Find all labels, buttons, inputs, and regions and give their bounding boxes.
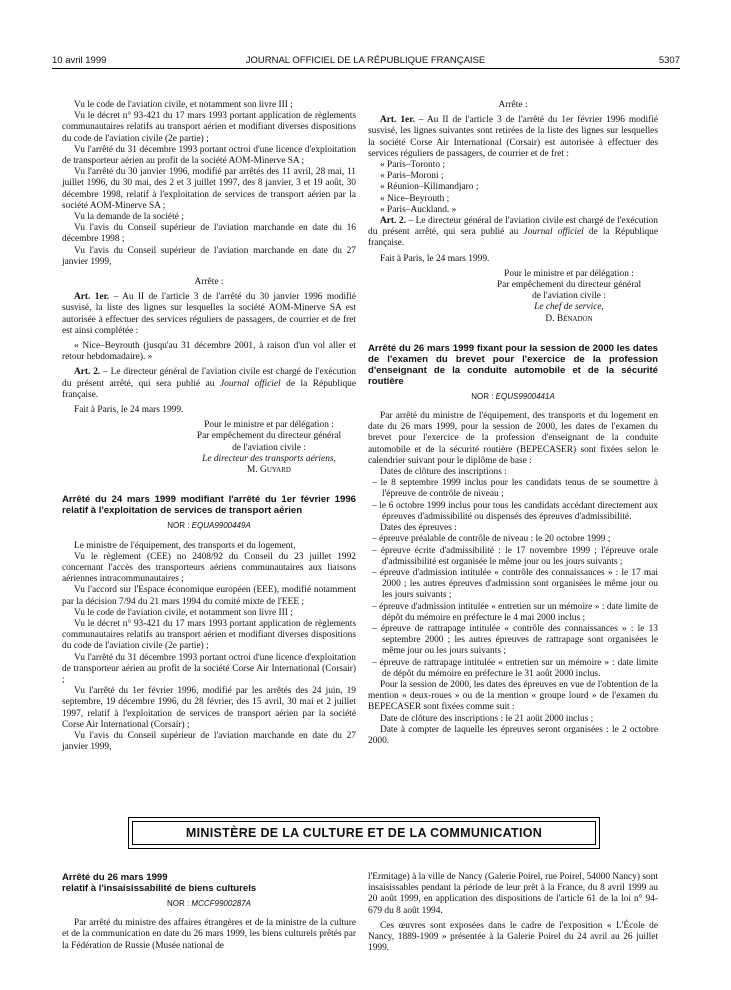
ministry-banner <box>128 817 600 849</box>
ministry-title: MINISTÈRE DE LA CULTURE ET DE LA COMMUNICATION <box>185 826 543 840</box>
route-item: « Paris–Auckland. » <box>380 204 457 215</box>
article-1: Art. 1er. – Au II de l'article 3 de l'arrêté du 30 janvier 1996 modifié susvisé, la liste des lignes sur lesquelles la société AOM-Minerve SA est autorisée à effectuer des services réguliers de passagers, de courrier et de fret est ainsi complétée : <box>62 292 356 336</box>
visa-paragraph: Vu l'arrêté du 1er février 1996, modifié par les arrêtés des 24 juin, 19 septembre, 19 décembre 1996, du 28 février, des 15 avril, 30 mai et 2 juillet 1997, relatif à l'exploitation de services de transport aérien par la société Corse Air International (Corsair) ; <box>62 686 356 730</box>
header-page-number: 5307 <box>658 55 680 66</box>
nor-reference: NOR : EQUA9900449A <box>167 521 251 531</box>
route-item: « Réunion–Kilimandjaro ; <box>380 182 479 193</box>
visa-paragraph: Vu l'arrêté du 30 janvier 1996, modifié par arrêtés des 11 avril, 28 mai, 11 juillet 1996, du 30 mai, des 2 et 3 juillet 1997, des 8 janvier, 3 et 19 août, 30 décembre 1998, relatif à l'exploitation de services de transport aérien par la société AOM-Minerve SA ; <box>62 167 356 211</box>
signature-date: Fait à Paris, le 24 mars 1999. <box>380 253 490 264</box>
visa-paragraph: Vu l'avis du Conseil supérieur de l'aviation marchande en date du 16 décembre 1998 ; <box>62 223 356 245</box>
list-item: – épreuve écrite d'admissibilité : le 17 novembre 1999 ; l'épreuve orale d'admissibilité est organisée le même jour ou les jours suivants ; <box>372 545 658 567</box>
list-item: – le 6 octobre 1999 inclus pour tous les candidats accédant directement aux épreuves d'admissibilité ou dispensés des épreuves d'admissibilité. <box>372 500 658 522</box>
visa-paragraph: Vu le code de l'aviation civile, et notamment son livre III ; <box>74 607 293 618</box>
visa-paragraph: Vu l'arrêté du 31 décembre 1993 portant octroi d'une licence d'exploitation de transporteur aérien au profit de la société Corse Air International (Corsair) ; <box>62 652 356 685</box>
minister-line: Le ministre de l'équipement, des transports et du logement, <box>74 540 296 551</box>
decree-title: Arrêté du 24 mars 1999 modifiant l'arrêté du 1er février 1996 relatif à l'exploitation de services de transport aérien <box>62 494 356 517</box>
body-paragraph: Date de clôture des inscriptions : le 21 août 2000 inclus ; <box>380 713 594 724</box>
article-label: Art. 1er. <box>74 292 110 303</box>
nor-reference: NOR : MCCF9900287A <box>166 899 252 908</box>
list-item: – épreuve d'admission intitulée « contrôle des connaissances » : le 17 mai 2000 ; les autres épreuves d'admission sont organisées le même jour ou les jours suivants ; <box>372 567 658 601</box>
visa-paragraph: Vu l'avis du Conseil supérieur de l'aviation marchande en date du 27 janvier 1999, <box>62 245 356 267</box>
body-paragraph: Date à compter de laquelle les épreuves seront organisées : le 2 octobre 2000. <box>368 724 658 746</box>
article-label: Art. 2. <box>74 367 101 378</box>
nor-reference: NOR : EQUS9900441A <box>471 391 555 401</box>
signature-block: Pour le ministre et par délégation : Par empêchement du directeur général de l'aviation civile : Le directeur des transports aériens, M. Guyard <box>196 420 342 476</box>
arrete-heading: Arrête : <box>498 100 528 110</box>
body-paragraph: Par arrêté du ministre de l'équipement, des transports et du logement en date du 26 mars 1999, pour la session de 2000, les dates de l'examen du brevet pour l'exercice de la profession d'enseignant de la conduite automobile et de la sécurité routière (BEPECASER) sont fixées selon le calendrier suivant pour le diplôme de base : <box>368 411 658 466</box>
list-item: – le 8 septembre 1999 inclus pour les candidats tenus de se soumettre à l'épreuve de contrôle de niveau ; <box>372 478 658 500</box>
header-date: 10 avril 1999 <box>52 55 107 66</box>
article-2: Art. 2. – Le directeur général de l'aviation civile est chargé de l'exécution du présent arrêté, qui sera publié au Journal officiel de la République française. <box>368 216 659 249</box>
visa-paragraph: Vu la demande de la société ; <box>74 212 184 223</box>
article-label: Art. 1er. <box>380 115 415 126</box>
visa-paragraph: Vu l'accord sur l'Espace économique européen (EEE), modifié notamment par la décision 7/94 du 21 mars 1994 du comité mixte de l'EEE ; <box>62 585 356 607</box>
visa-paragraph: Vu l'avis du Conseil supérieur de l'aviation marchande en date du 27 janvier 1999, <box>62 730 356 753</box>
body-paragraph: Par arrêté du ministre des affaires étrangères et de la ministre de la culture et de la communication en date du 26 mars 1999, les biens culturels prêtés par la Fédération de Russie (Musée national de <box>62 918 356 951</box>
right-column <box>368 100 658 747</box>
bottom-left-column <box>62 872 356 952</box>
visa-paragraph: Vu le code de l'aviation civile, et notamment son livre III ; <box>74 100 293 110</box>
body-paragraph: Pour la session de 2000, les dates des épreuves en vue de l'obtention de la mention « deux-roues » ou de la mention « groupe lourd » de l'examen du BEPECASER sont fixées comme suit : <box>368 679 658 713</box>
body-paragraph: Ces œuvres sont exposées dans le cadre de l'exposition « L'École de Nancy, 1889-1909 » présentée à la Galerie Poirel du 24 avril au 26 juillet 1999. <box>368 920 658 954</box>
article-quote: « Nice–Beyrouth (jusqu'au 31 décembre 2001, à raison d'un vol aller et retour hebdomadaire). » <box>62 341 356 363</box>
visa-paragraph: Vu le décret n° 93-421 du 17 mars 1993 portant application de règlements communautaires relatifs au transport aérien et modifiant diverses dispositions du code de l'aviation civile (2e partie) ; <box>62 111 356 144</box>
route-item: « Nice–Beyrouth ; <box>380 193 450 204</box>
signature-date: Fait à Paris, le 24 mars 1999. <box>74 405 184 416</box>
bottom-right-column <box>368 872 658 954</box>
article-2: Art. 2. – Le directeur général de l'aviation civile est chargé de l'exécution du présent arrêté, qui sera publié au Journal officiel de la République française. <box>62 367 356 400</box>
decree-subtitle: relatif à l'insaisissabilité de biens culturels <box>62 883 257 894</box>
arrete-heading: Arrête : <box>194 277 224 288</box>
decree-title: Arrêté du 26 mars 1999 fixant pour la session de 2000 les dates de l'examen du brevet pour l'exercice de la profession d'enseignant de la conduite automobile et de la sécurité routière <box>368 342 658 387</box>
visa-paragraph: Vu l'arrêté du 31 décembre 1993 portant octroi d'une licence d'exploitation de transporteur aérien au profit de la société AOM-Minerve SA ; <box>62 144 356 167</box>
list-item: – épreuve préalable de contrôle de niveau : le 20 octobre 1999 ; <box>372 534 611 545</box>
visa-paragraph: Vu le décret n° 93-421 du 17 mars 1993 portant application de règlements communautaires relatifs au transport aérien et modifiant diverses dispositions du code de l'aviation civile (2e partie) ; <box>62 618 356 652</box>
article-1: Art. 1er. – Au II de l'article 3 de l'arrêté du 1er février 1996 modifié susvisé, les lignes suivantes sont retirées de la liste des lignes sur lesquelles la société Corse Air International (Corsair) est autorisée à effectuer des services réguliers de passagers, de courrier et de fret : <box>368 115 658 159</box>
header-journal-title: JOURNAL OFFICIEL DE LA RÉPUBLIQUE FRANÇAISE <box>245 55 486 66</box>
body-paragraph: Dates des épreuves : <box>380 523 457 534</box>
signature-block: Pour le ministre et par délégation : Par empêchement du directeur général de l'aviation civile : Le chef de service, D. Bénadon <box>496 268 642 324</box>
route-item: « Paris–Toronto ; <box>380 160 445 171</box>
article-label: Art. 2. <box>380 216 406 227</box>
visa-paragraph: Vu le règlement (CEE) no 2408/92 du Conseil du 23 juillet 1992 concernant l'accès des transporteurs aériens communautaires aux liaisons aériennes intracommunautaires ; <box>62 551 356 585</box>
left-column <box>62 100 356 753</box>
body-paragraph: Dates de clôture des inscriptions : <box>380 467 507 478</box>
body-paragraph: l'Ermitage) à la ville de Nancy (Galerie Poirel, rue Poirel, 54000 Nancy) sont insaisissables pendant la période de leur prêt à la France, du 8 avril 1999 au 20 août 1999, en application des dispositions de l'article 61 de la loi n° 94-679 du 8 août 1994. <box>368 872 658 916</box>
header-rule <box>52 68 680 69</box>
list-item: – épreuve de rattrapage intitulée « entretien sur un mémoire » : date limite de dépôt du mémoire en préfecture le 31 août 2000 inclus. <box>372 657 658 679</box>
route-item: « Paris–Moroni ; <box>380 171 444 182</box>
list-item: – épreuve de rattrapage intitulée « contrôle des connaissances » : le 13 septembre 2000 ; les autres épreuves de rattrapage sont organisées le même jour ou les jours suivants ; <box>372 623 658 657</box>
list-item: – épreuve d'admission intitulée « entretien sur un mémoire » : date limite de dépôt du mémoire en préfecture le 4 mai 2000 inclus ; <box>372 601 658 623</box>
decree-title: Arrêté du 26 mars 1999 <box>62 872 168 883</box>
